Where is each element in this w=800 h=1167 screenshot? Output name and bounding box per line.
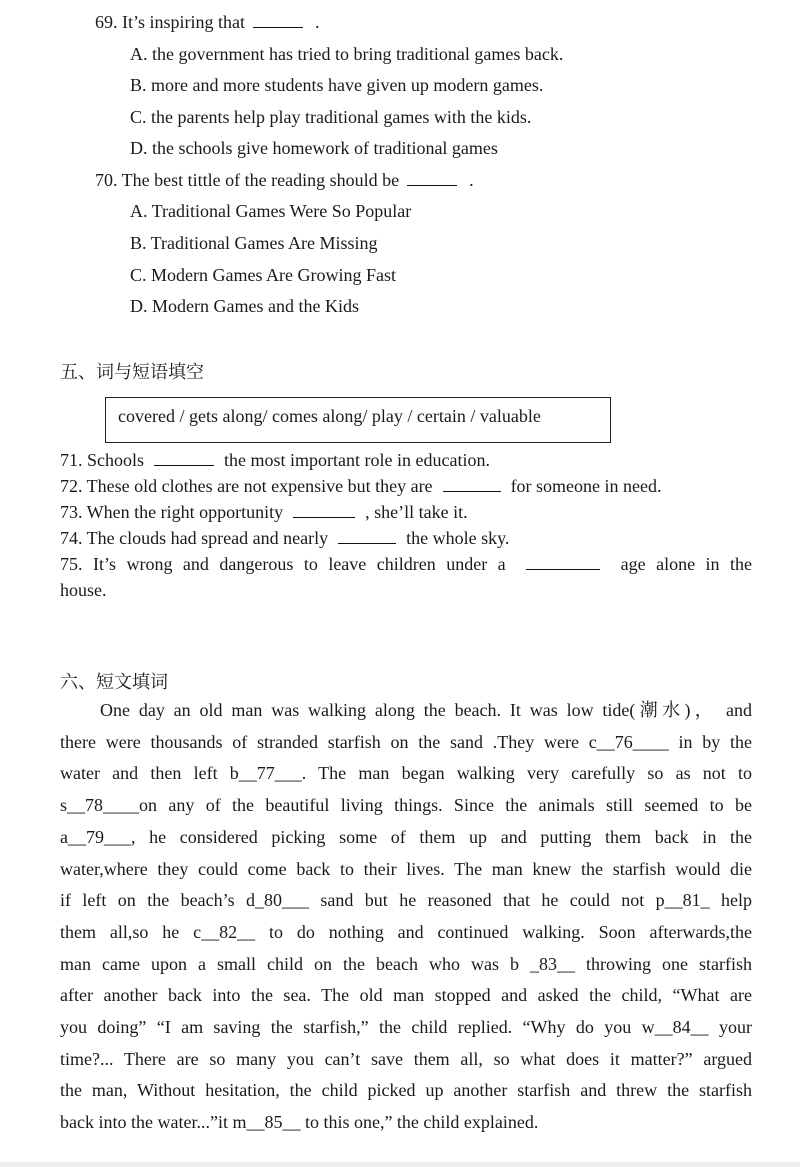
passage-line: a__79___, he considered picking some of them up and putting them back in the xyxy=(60,826,752,847)
question-70-stem xyxy=(95,169,474,191)
question-69-stem xyxy=(95,11,320,33)
stem-end: . xyxy=(315,12,320,32)
passage-line: you doing” “I am saving the starfish,” the child replied. “Why do you w__84__ your xyxy=(60,1017,752,1037)
stem-text: 69. It’s inspiring that xyxy=(95,12,245,32)
option-70-b: B. Traditional Games Are Missing xyxy=(130,233,378,253)
word-bank-box xyxy=(105,397,611,443)
answer-blank xyxy=(293,503,355,518)
passage-line: One day an old man was walking along the beach. It was low tide(潮水)， and xyxy=(100,700,752,720)
option-69-c: C. the parents help play traditional games with the kids. xyxy=(130,107,532,127)
passage-line: s__78____on any of the beautiful living things. Since the animals still seemed to be xyxy=(60,795,752,816)
item-text: 72. These old clothes are not expensive but they are xyxy=(60,476,433,496)
option-70-d: D. Modern Games and the Kids xyxy=(130,296,359,316)
word-bank: covered / gets along/ comes along/ play / certain / valuable xyxy=(118,406,541,426)
item-text: 74. The clouds had spread and nearly xyxy=(60,528,329,548)
passage-line: them all,so he c__82__ to do nothing and continued walking. Soon afterwards,the xyxy=(60,921,752,942)
item-text: the most important role in education. xyxy=(224,450,490,470)
section-6-title: 六、短文填词 xyxy=(60,672,168,693)
item-72 xyxy=(60,475,662,497)
option-69-b: B. more and more students have given up modern games. xyxy=(130,75,544,95)
answer-blank xyxy=(253,13,303,28)
passage-line: water and then left b__77___. The man began walking very carefully so as not to xyxy=(60,763,752,784)
answer-blank xyxy=(407,171,457,186)
answer-blank xyxy=(443,477,501,492)
section-5-title: 五、词与短语填空 xyxy=(60,362,204,383)
item-text: for someone in need. xyxy=(510,476,662,496)
passage-line: time?... There are so many you can’t save them all, so what does it matter?” argued xyxy=(60,1048,752,1069)
item-text: 75. It’s wrong and dangerous to leave children under a xyxy=(60,554,506,574)
item-73 xyxy=(60,501,468,523)
passage-line: back into the water...”it m__85__ to this one,” the child explained. xyxy=(60,1112,539,1133)
passage-line: water,where they could come back to their lives. The man knew the starfish would die xyxy=(60,858,752,879)
passage-line: if left on the beach’s d_80___ sand but he reasoned that he could not p__81_ help xyxy=(60,890,752,911)
item-text: 73. When the right opportunity xyxy=(60,502,284,522)
item-75 xyxy=(60,553,752,575)
answer-blank xyxy=(338,529,396,544)
option-70-a: A. Traditional Games Were So Popular xyxy=(130,201,412,221)
item-71 xyxy=(60,449,490,471)
stem-end: . xyxy=(469,170,474,190)
item-text: age alone in the xyxy=(620,554,753,574)
passage-line: man came upon a small child on the beach who was b _83__ throwing one starfish xyxy=(60,953,752,974)
option-70-c: C. Modern Games Are Growing Fast xyxy=(130,265,396,285)
item-text: 71. Schools xyxy=(60,450,145,470)
item-text: the whole sky. xyxy=(406,528,510,548)
passage-line: there were thousands of stranded starfish on the sand .They were c__76____ in by the xyxy=(60,731,752,752)
answer-blank xyxy=(526,555,600,570)
passage-line: the man, Without hesitation, the child picked up another starfish and threw the starfish xyxy=(60,1080,752,1101)
page-bottom-edge xyxy=(0,1162,800,1167)
passage-line: after another back into the sea. The old man stopped and asked the child, “What are xyxy=(60,985,752,1006)
answer-blank xyxy=(154,451,214,466)
option-69-a: A. the government has tried to bring traditional games back. xyxy=(130,44,564,64)
option-69-d: D. the schools give homework of traditional games xyxy=(130,138,498,158)
stem-text: 70. The best tittle of the reading should be xyxy=(95,170,400,190)
item-74 xyxy=(60,527,509,549)
item-75-continued: house. xyxy=(60,580,107,600)
item-text: , she’ll take it. xyxy=(365,502,468,522)
